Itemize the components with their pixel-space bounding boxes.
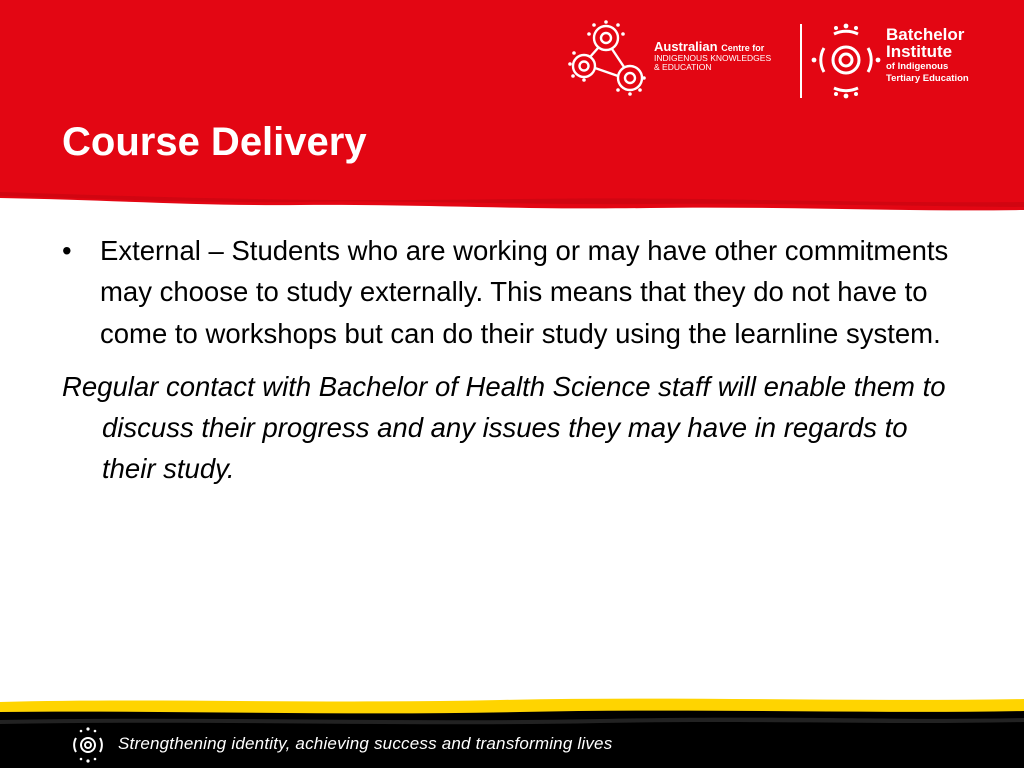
acike-line1-small: Centre for — [721, 43, 765, 53]
batchelor-logo-text — [886, 26, 969, 83]
footer-tagline: Strengthening identity, achieving success and transforming lives — [118, 734, 613, 753]
bullet-text: External – Students who are working or may have other commitments may choose to study externally. This means that they do not have to come to workshops but can do their study using the learnline system. — [100, 235, 949, 349]
footer-band — [0, 690, 1024, 768]
italic-paragraph: Regular contact with Bachelor of Health Science staff will enable them to discuss their progress and any issues they may have in regards to their study. — [62, 370, 946, 485]
batchelor-logo-mark-icon — [810, 20, 882, 102]
batchelor-line3: of Indigenous — [886, 61, 949, 72]
footer-emblem-icon — [68, 725, 108, 765]
acike-line3: & EDUCATION — [654, 61, 712, 72]
acike-logo-text — [654, 40, 771, 71]
batchelor-line1: Batchelor — [886, 25, 965, 44]
bullet-dot: • — [62, 235, 72, 266]
logo-area — [568, 18, 1008, 104]
acike-line1: Australian — [654, 39, 718, 54]
logo-divider — [800, 24, 802, 98]
batchelor-line2: Institute — [886, 42, 953, 61]
bullet-item — [62, 230, 962, 354]
batchelor-line4: Tertiary Education — [886, 72, 969, 84]
slide-title: Course Delivery — [62, 120, 367, 164]
acike-line2: INDIGENOUS KNOWLEDGES — [654, 52, 772, 63]
slide-content — [62, 230, 962, 490]
acike-logo-mark-icon — [568, 20, 648, 102]
